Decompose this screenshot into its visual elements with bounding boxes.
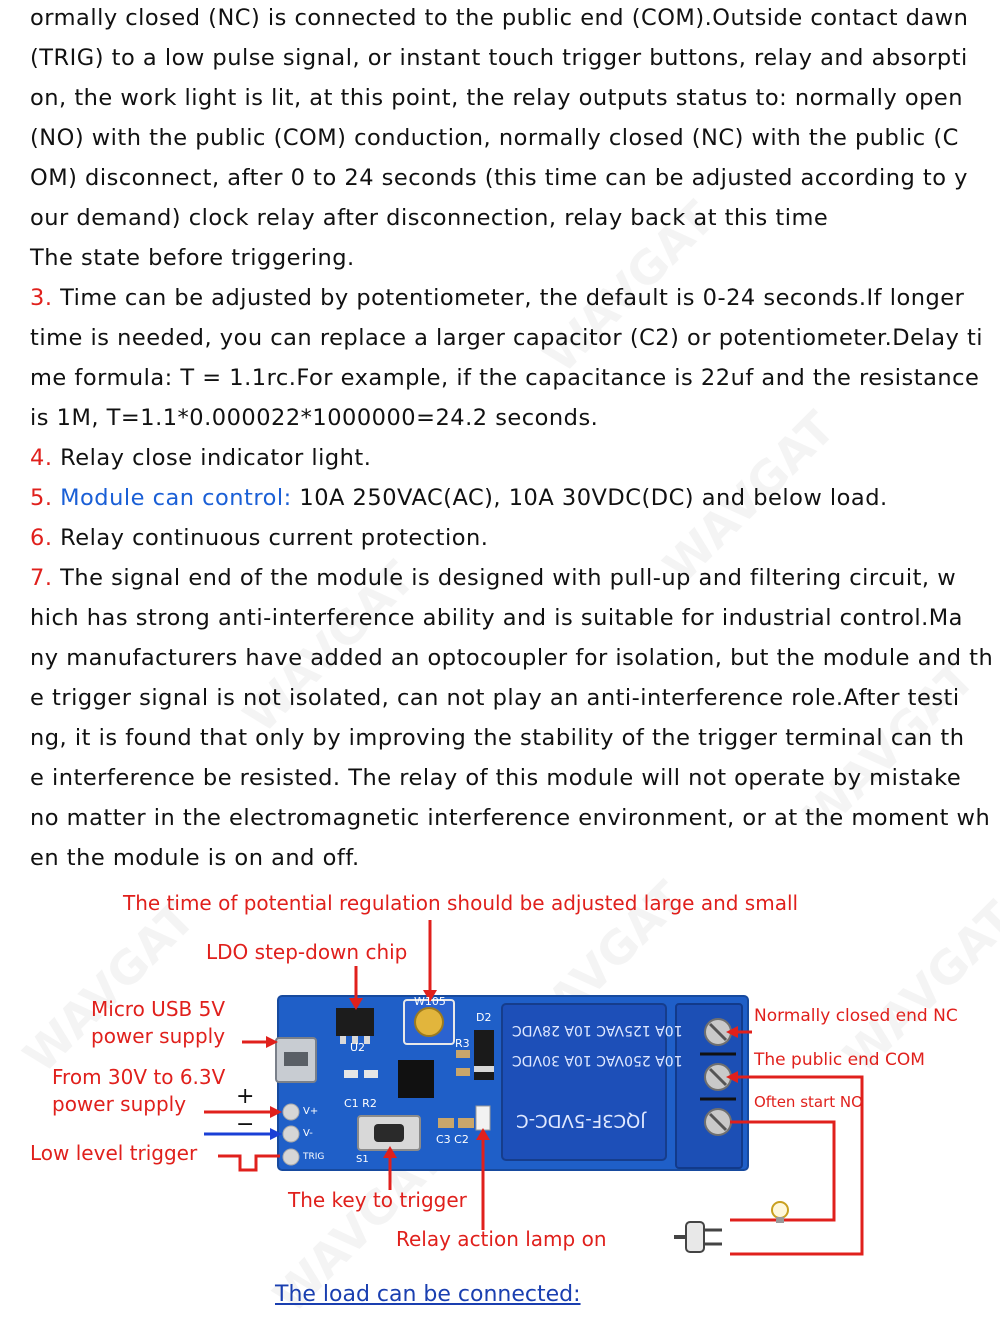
line-text: Relay continuous current protection. [52,525,489,551]
silk-vminus: V- [303,1128,313,1139]
text-line [30,400,980,440]
list-number: 6. [30,525,53,551]
relay-led [476,1106,490,1130]
text-line [30,760,980,800]
line-text: (NO) with the public (COM) conduction, normally closed (NC) with the public (C [30,125,959,151]
text-line [30,800,991,840]
text-line [30,40,980,80]
text-line [30,80,980,120]
line-text: The state before triggering. [30,245,355,271]
text-line [30,160,980,200]
text-line [30,120,980,160]
diode [474,1030,494,1080]
relay-rating-1: 10A 125VAC 10A 28VDC [512,1022,683,1038]
text-line [30,0,980,40]
ldo-chip [336,1008,374,1036]
line-text: our demand) clock relay after disconnection, relay back at this time [30,205,829,231]
text-line [30,640,994,680]
line-text: Relay close indicator light. [52,445,372,471]
text-line [30,440,980,480]
line-text: OM) disconnect, after 0 to 24 seconds (this time can be adjusted according to y [30,165,968,191]
usb-label-line2: power supply [91,1024,226,1048]
silk-r3: R3 [455,1037,470,1050]
text-line [30,720,980,760]
highlight-text: Module can control: [52,485,292,511]
silk-c1r2: C1 R2 [344,1097,377,1110]
nc-label: Normally closed end NC [754,1006,958,1026]
line-text: ny manufacturers have added an optocoupler for isolation, but the module and th [30,645,994,671]
silk-c3c2: C3 C2 [436,1133,469,1146]
relay-module-diagram [0,880,1000,1300]
pin-trig [283,1149,299,1165]
timer-ic [398,1060,434,1098]
line-text: time is needed, you can replace a larger capacitor (C2) or potentiometer.Delay ti [30,325,984,351]
text-line [30,520,980,560]
line-text: hich has strong anti-interference ability and is suitable for industrial control.Ma [30,605,963,631]
pin-vplus [283,1104,299,1120]
list-number: 3. [30,285,53,311]
minus-sign: − [236,1112,255,1137]
ldo-label: LDO step-down chip [206,940,408,964]
lamp-label: Relay action lamp on [396,1227,607,1251]
text-line [30,320,984,360]
no-label: Often start NO [754,1093,863,1111]
pot-code: W105 [414,995,446,1008]
silk-vplus: V+ [303,1106,319,1117]
load-section-title: The load can be connected: [275,1282,581,1307]
relay-model: JQC3F-5VDC-C [516,1110,646,1131]
usb-label-line1: Micro USB 5V [91,997,226,1021]
com-label: The public end COM [754,1050,925,1070]
text-line [30,280,980,320]
pin-vminus [283,1126,299,1142]
text-line [30,480,980,520]
line-text: (TRIG) to a low pulse signal, or instant touch trigger buttons, relay and absorpti [30,45,968,71]
line-text: e trigger signal is not isolated, can not play an anti-interference role.After testi [30,685,960,711]
description-text [30,0,994,880]
line-text: on, the work light is lit, at this point, the relay outputs status to: normally open [30,85,964,111]
list-number: 7. [30,565,53,591]
plug-icon [674,1222,722,1252]
trigger-label: Low level trigger [30,1141,198,1165]
dc-label-line1: From 30V to 6.3V [52,1065,226,1089]
relay-rating-2: 10A 250VAC 10A 30VDC [512,1052,683,1068]
silk-u2: U2 [350,1041,366,1054]
line-text: ormally closed (NC) is connected to the public end (COM).Outside contact dawn [30,5,969,31]
list-number: 5. [30,485,53,511]
line-text: The signal end of the module is designed with pull-up and filtering circuit, w [52,565,957,591]
line-text: en the module is on and off. [30,845,360,871]
line-text: ng, it is found that only by improving the stability of the trigger terminal can th [30,725,965,751]
dc-label-line2: power supply [52,1092,187,1116]
line-text: no matter in the electromagnetic interference environment, or at the moment wh [30,805,991,831]
line-text: e interference be resisted. The relay of this module will not operate by mistake [30,765,962,791]
text-line [30,240,980,280]
text-line [30,680,980,720]
text-line [30,560,980,600]
line-text: 10A 250VAC(AC), 10A 30VDC(DC) and below load. [291,485,888,511]
line-text: me formula: T = 1.1rc.For example, if the capacitance is 22uf and the resistance [30,365,980,391]
key-label: The key to trigger [288,1188,467,1212]
list-number: 4. [30,445,53,471]
line-text: Time can be adjusted by potentiometer, the default is 0-24 seconds.If longer [52,285,965,311]
silk-d2: D2 [476,1011,492,1024]
text-line [30,200,980,240]
silk-s1: S1 [356,1154,369,1165]
pot-label: The time of potential regulation should be adjusted large and small [123,891,799,915]
silk-trig: TRIG [303,1152,325,1162]
text-line [30,360,980,400]
text-line [30,840,980,880]
line-text: is 1M, T=1.1*0.000022*1000000=24.2 seconds. [30,405,599,431]
text-line [30,600,980,640]
plus-sign: + [236,1084,255,1109]
